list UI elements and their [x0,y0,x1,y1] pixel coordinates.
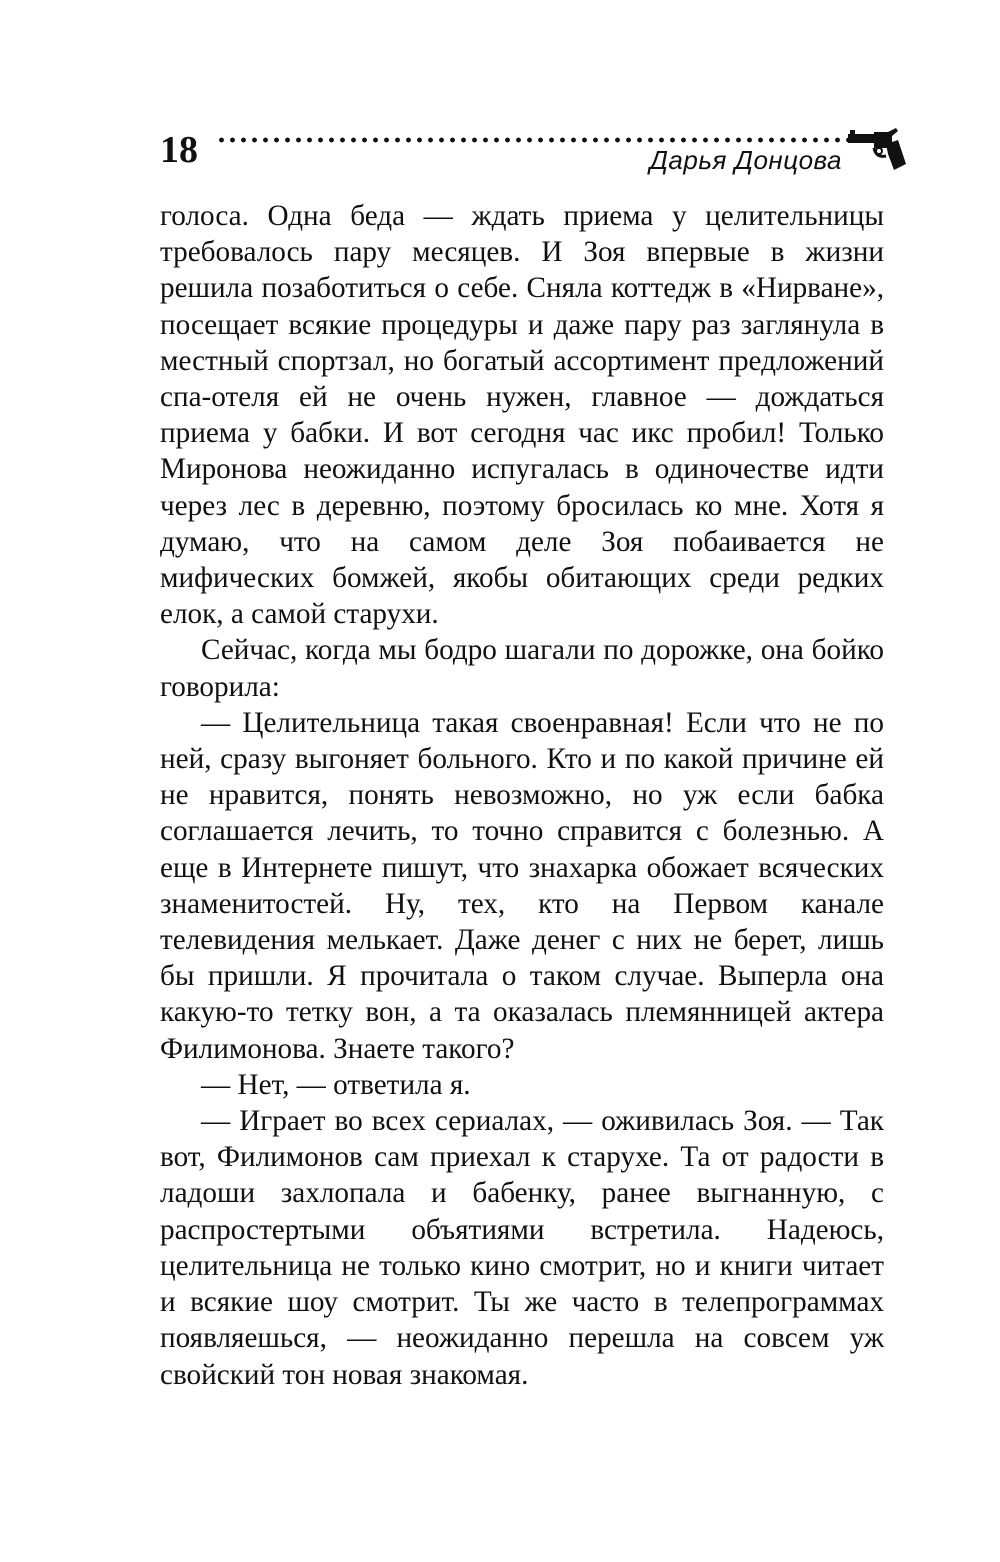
paragraph: — Играет во всех сериалах, — оживилась Зоя. — Так вот, Филимонов сам приехал к старухе. Та от радости в ладоши захлопала и бабенку, ранее выгнанную, с распростертыми объятиями встретила. Надеюсь, целительница не только кино смотрит, но и книги читает и всякие шоу смотрит. Ты же часто в телепрограммах появляешься, — неожиданно перешла на совсем уж свойский тон новая знакомая. [160,1105,884,1391]
paragraph: — Нет, — ответила я. [201,1068,471,1101]
dotted-leader [216,136,856,144]
paragraph: — Целительница такая своенравная! Если что не по ней, сразу выгоняет больного. Кто и по какой причине ей не нравится, понять невозможно, но уж если бабка соглашается лечить, то точно справится с болезнью. А еще в Интернете пишут, что знахарка обожает всяческих знаменитостей. Ну, тех, кто на Первом канале телевидения мелькает. Даже денег с них не берет, лишь бы пришли. Я прочитала о таком случае. Выперла она какую-то тетку вон, а та оказалась племянницей актера Филимонова. Знаете такого? [160,706,884,1065]
body-text [160,198,884,1393]
running-header [160,122,908,182]
paragraph: Сейчас, когда мы бодро шагали по дорожке, она бойко говорила: [160,634,884,703]
author-name: Дарья Донцова [649,145,842,175]
revolver-icon [848,128,908,172]
page-number: 18 [160,129,198,171]
paragraph: голоса. Одна беда — ждать приема у целительницы требовалось пару месяцев. И Зоя впервые в жизни решила позаботиться о себе. Сняла коттедж в «Нирване», посещает всякие процедуры и даже пару раз заглянула в местный спортзал, но богатый ассортимент предложений спа-отеля ей не очень нужен, главное — дождаться приема у бабки. И вот сегодня час икс пробил! Только Миронова неожиданно испугалась в одиночестве идти через лес в деревню, поэтому бросилась ко мне. Хотя я думаю, что на самом деле Зоя побаивается не мифических бомжей, якобы обитающих среди редких елок, а самой старухи. [160,200,884,631]
